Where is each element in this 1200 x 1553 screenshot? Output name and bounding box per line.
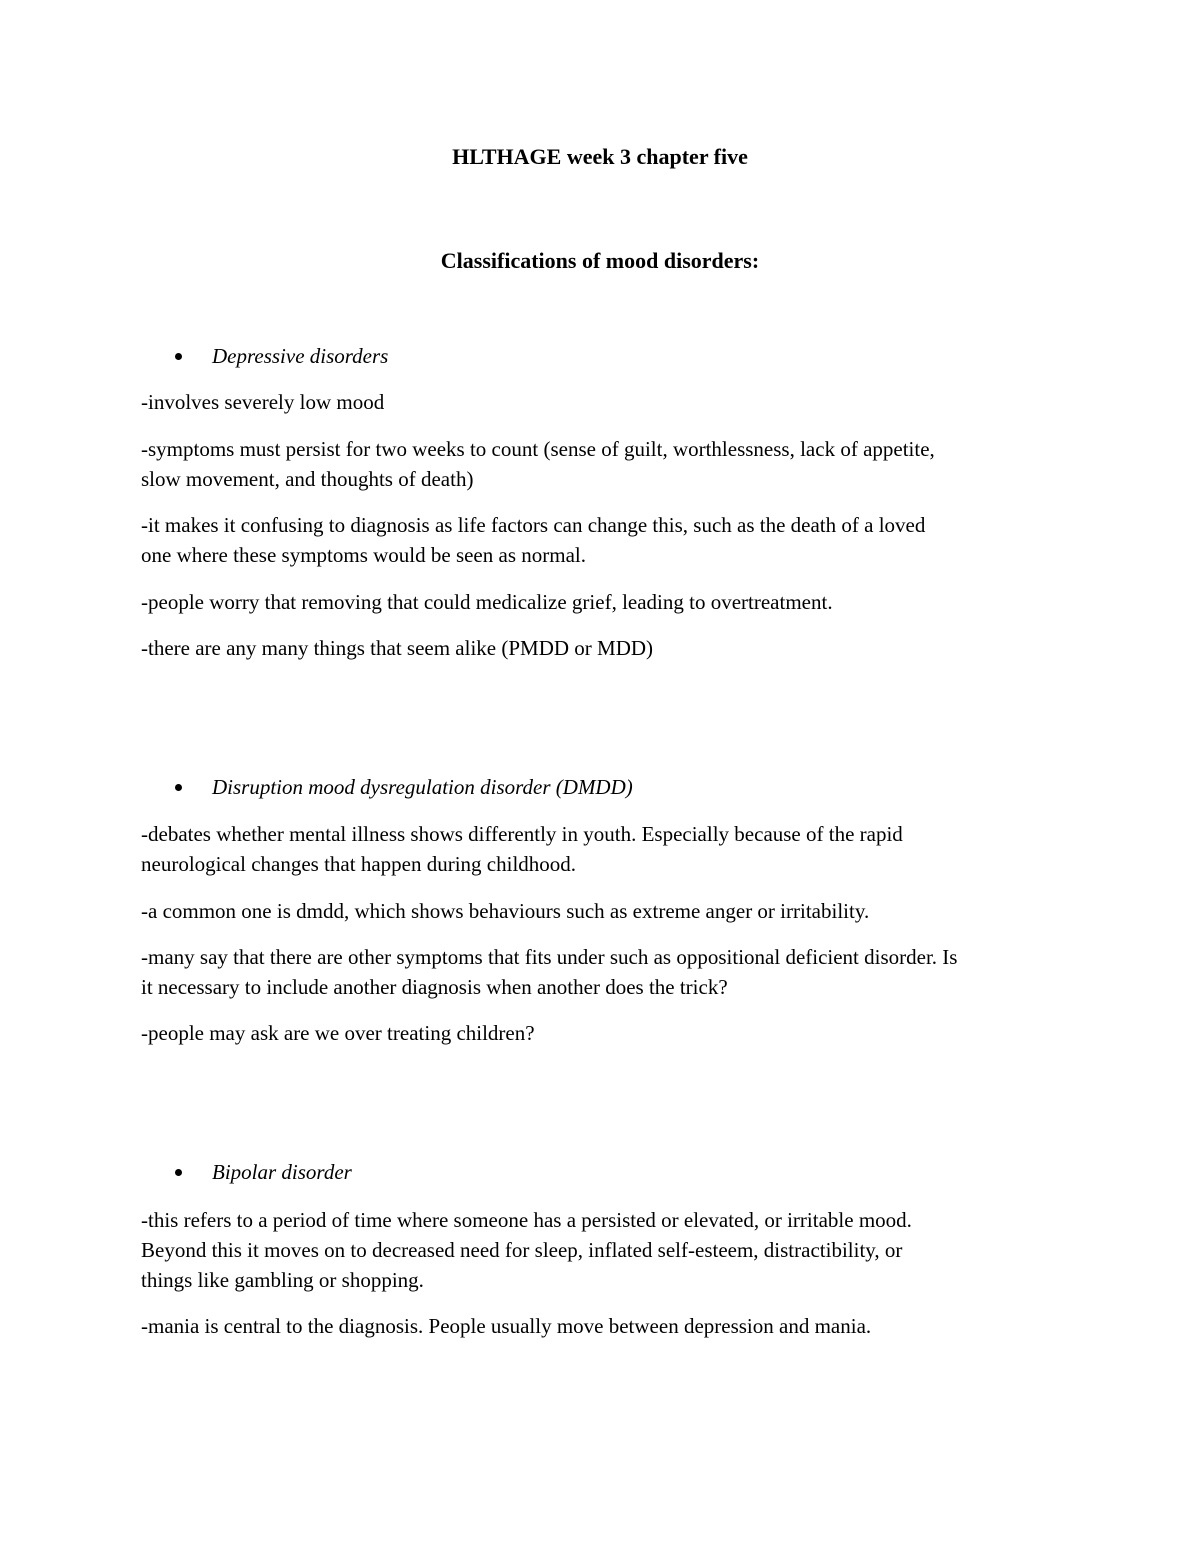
paragraph-line: -this refers to a period of time where someone has a persisted or elevated, or irritable mood. (141, 1208, 912, 1232)
bullet-icon (175, 353, 182, 360)
paragraph (141, 1205, 1071, 1295)
paragraph-line: it necessary to include another diagnosis when another does the trick? (141, 975, 728, 999)
paragraph-line: -symptoms must persist for two weeks to count (sense of guilt, worthlessness, lack of appetite, (141, 437, 935, 461)
page-title: HLTHAGE week 3 chapter five (452, 144, 748, 169)
section-heading-label: Disruption mood dysregulation disorder (DMDD) (212, 775, 633, 799)
paragraph (141, 510, 1071, 570)
paragraph (141, 1311, 1071, 1341)
paragraph-line: slow movement, and thoughts of death) (141, 467, 474, 491)
section-heading-label: Depressive disorders (212, 344, 389, 368)
paragraph (141, 633, 1071, 663)
paragraph-line: -involves severely low mood (141, 390, 385, 414)
paragraph-line: one where these symptoms would be seen as normal. (141, 543, 586, 567)
paragraph-line: things like gambling or shopping. (141, 1268, 424, 1292)
paragraph-line: -debates whether mental illness shows differently in youth. Especially because of the rapid (141, 822, 903, 846)
paragraph-line: -it makes it confusing to diagnosis as life factors can change this, such as the death of a loved (141, 513, 926, 537)
paragraph (141, 587, 1071, 617)
paragraph-line: neurological changes that happen during childhood. (141, 852, 577, 876)
paragraph-line: -a common one is dmdd, which shows behaviours such as extreme anger or irritability. (141, 899, 870, 923)
section-heading-label: Bipolar disorder (212, 1160, 352, 1184)
paragraph-line: -many say that there are other symptoms that fits under such as oppositional deficient disorder. Is (141, 945, 958, 969)
page-subtitle: Classifications of mood disorders: (440, 248, 760, 273)
paragraph-line: -people worry that removing that could medicalize grief, leading to overtreatment. (141, 590, 833, 614)
paragraph (141, 434, 1071, 494)
paragraph-line: -mania is central to the diagnosis. People usually move between depression and mania. (141, 1314, 872, 1338)
bullet-icon (175, 1169, 182, 1176)
paragraph (141, 819, 1071, 879)
paragraph (141, 1018, 1071, 1048)
paragraph (141, 387, 1071, 417)
paragraph-line: -people may ask are we over treating children? (141, 1021, 535, 1045)
paragraph (141, 896, 1071, 926)
paragraph (141, 942, 1071, 1002)
bullet-icon (175, 784, 182, 791)
paragraph-line: -there are any many things that seem alike (PMDD or MDD) (141, 636, 654, 660)
paragraph-line: Beyond this it moves on to decreased need for sleep, inflated self-esteem, distractibility, or (141, 1238, 903, 1262)
